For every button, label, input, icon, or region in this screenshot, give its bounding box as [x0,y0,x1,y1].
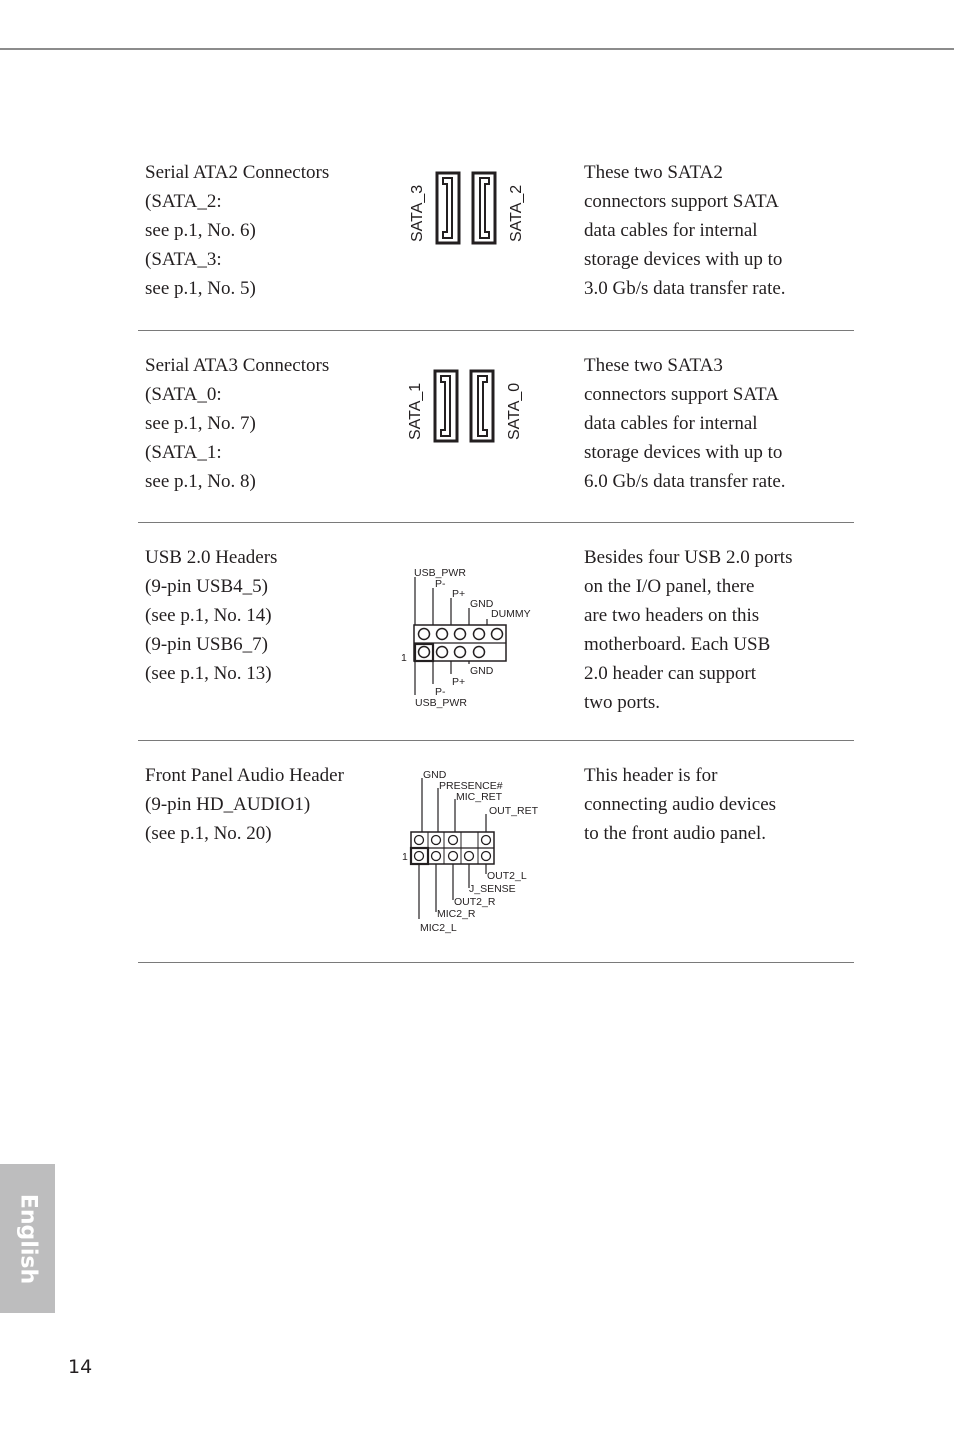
audio-description [584,761,834,848]
sata3-connector-diagram [398,366,528,446]
desc-line: 3.0 Gb/s data transfer rate. [584,278,786,299]
desc-line: are two headers on this [584,605,760,626]
desc-line: This header is for [584,765,718,786]
desc-line: motherboard. Each USB [584,634,771,655]
audio-label-out2-r: OUT2_R [454,896,496,908]
usb-label-usb-pwr-bottom: USB_PWR [415,697,467,709]
section-divider [138,962,854,963]
sata3-label: SATA_3 [409,184,426,242]
usb-ref-line: (9-pin USB4_5) [145,576,268,597]
sata2-ref-line: see p.1, No. 6) [145,220,256,241]
desc-line: Besides four USB 2.0 ports [584,547,793,568]
section-divider [138,330,854,331]
desc-line: These two SATA3 [584,355,723,376]
usb-pin-block [414,625,506,661]
audio-ref-line: (9-pin HD_AUDIO1) [145,794,311,815]
audio-label-mic2-l: MIC2_L [420,922,457,934]
desc-line: storage devices with up to [584,249,783,270]
usb-label-dummy: DUMMY [491,608,531,620]
desc-line: data cables for internal [584,220,758,241]
audio-label-out2-l: OUT2_L [487,870,527,882]
usb-label-p-minus-top: P- [435,578,446,590]
usb-pin-leads [415,577,487,695]
desc-line: 6.0 Gb/s data transfer rate. [584,471,786,492]
audio-label-mic2-r: MIC2_R [437,908,476,920]
desc-line: to the front audio panel. [584,823,767,844]
audio-title-block [145,761,375,848]
section-divider [138,740,854,741]
sata3-description [584,351,834,496]
sata-port-left [435,371,457,441]
desc-line: connectors support SATA [584,191,779,212]
sata3-ref-line: (SATA_1: [145,442,222,463]
sata2-ref-line: (SATA_3: [145,249,222,270]
sata2-connector-diagram [400,168,530,248]
desc-line: on the I/O panel, there [584,576,755,597]
sata2-ref-line: see p.1, No. 5) [145,278,256,299]
section-divider [138,522,854,523]
usb-title: USB 2.0 Headers [145,547,278,568]
usb-label-p-plus-top: P+ [452,588,466,600]
usb-pin1-marker: 1 [401,652,407,664]
usb-title-block [145,543,375,688]
audio-pin-block [411,832,494,864]
usb-label-gnd-bottom: GND [470,665,494,677]
sata-port-left [437,173,459,243]
desc-line: storage devices with up to [584,442,783,463]
usb-description [584,543,834,717]
desc-line: 2.0 header can support [584,663,756,684]
audio-label-j-sense: J_SENSE [469,883,516,895]
usb-label-p-plus-bottom: P+ [452,676,466,688]
desc-line: These two SATA2 [584,162,723,183]
usb-ref-line: (see p.1, No. 14) [145,605,272,626]
audio-title: Front Panel Audio Header [145,765,344,786]
sata1-label: SATA_1 [407,382,424,440]
sata2-label: SATA_2 [508,184,525,242]
usb-label-usb-pwr-top: USB_PWR [414,567,466,579]
audio-label-out-ret: OUT_RET [489,805,539,817]
desc-line: data cables for internal [584,413,758,434]
sata2-title: Serial ATA2 Connectors [145,162,330,183]
sata0-label: SATA_0 [506,382,523,440]
desc-line: two ports. [584,692,660,713]
audio-pin1-marker: 1 [402,851,408,863]
sata3-title: Serial ATA3 Connectors [145,355,330,376]
sata2-title-block [145,158,375,303]
header-rule [0,48,954,50]
usb-ref-line: (see p.1, No. 13) [145,663,272,684]
sata3-ref-line: see p.1, No. 7) [145,413,256,434]
usb-header-diagram [398,562,548,712]
audio-label-presence: PRESENCE# [439,780,503,792]
audio-ref-line: (see p.1, No. 20) [145,823,272,844]
usb-label-p-minus-bottom: P- [435,686,446,698]
audio-label-mic-ret: MIC_RET [456,791,503,803]
sata2-ref-line: (SATA_2: [145,191,222,212]
desc-line: connectors support SATA [584,384,779,405]
audio-header-diagram [398,766,548,936]
sata2-description [584,158,834,303]
page-number: 14 [68,1356,93,1378]
language-tab-label: English [15,1193,40,1284]
usb-ref-line: (9-pin USB6_7) [145,634,268,655]
sata3-ref-line: (SATA_0: [145,384,222,405]
sata3-ref-line: see p.1, No. 8) [145,471,256,492]
usb-label-gnd-top: GND [470,598,494,610]
sata-port-right [473,173,495,243]
audio-label-gnd: GND [423,769,447,781]
language-tab [0,1164,55,1313]
sata-port-right [471,371,493,441]
sata3-title-block [145,351,375,496]
desc-line: connecting audio devices [584,794,777,815]
